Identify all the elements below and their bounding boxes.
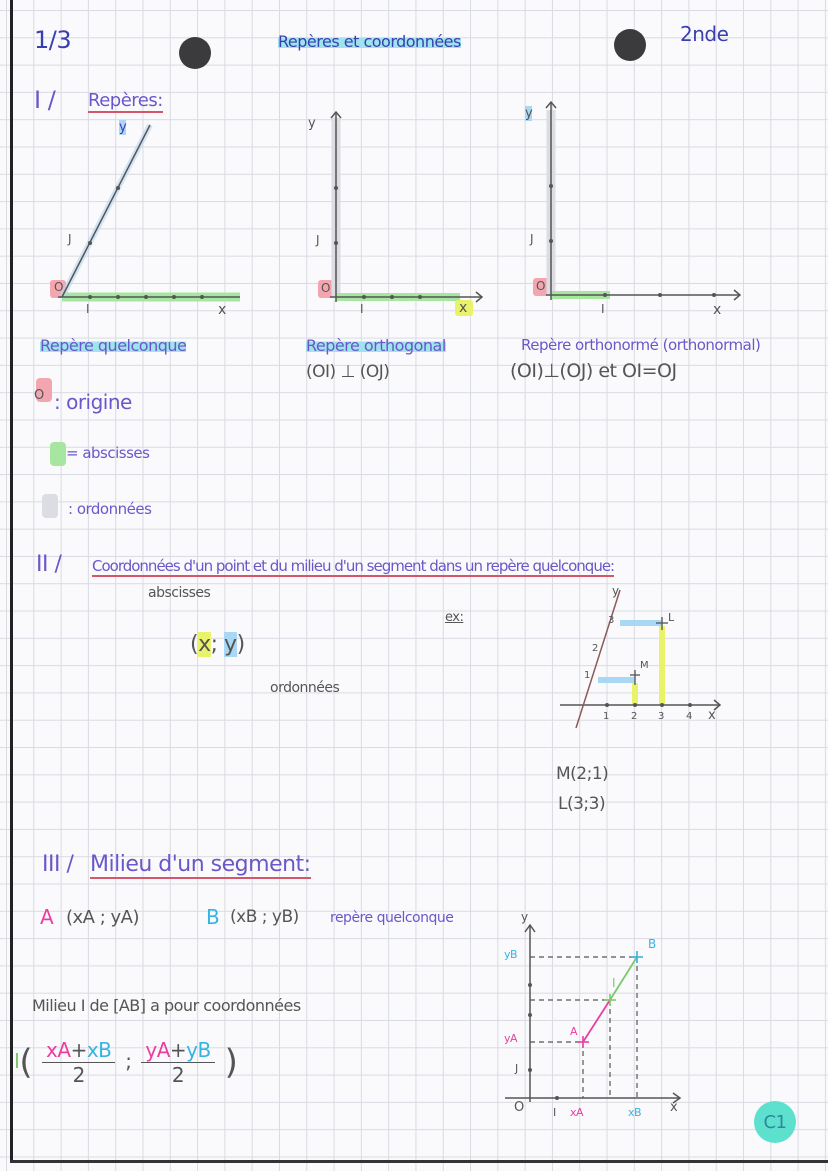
orthogonal-condition: (OI) ⊥ (OJ) xyxy=(306,362,390,382)
y-fraction xyxy=(141,1038,214,1087)
abscisses-swatch xyxy=(50,442,66,466)
section1-number: I / xyxy=(34,86,56,114)
yb: yB xyxy=(186,1038,211,1062)
chapter-badge-text: C1 xyxy=(763,1111,787,1133)
d1-origin-label: O xyxy=(54,280,63,294)
m-j-label: J xyxy=(515,1062,518,1075)
diagram-repere-orthogonal xyxy=(318,112,482,316)
point-b: B xyxy=(206,905,220,929)
xb: xB xyxy=(86,1038,112,1062)
m-xb: xB xyxy=(628,1106,642,1119)
d1-x-label: x xyxy=(218,302,226,318)
m-origin: O xyxy=(514,1100,524,1115)
point-m-label: M xyxy=(640,660,649,671)
m-y-label: y xyxy=(521,910,528,924)
ex-y-tick-1: 1 xyxy=(584,670,590,681)
origin-swatch-text: O xyxy=(34,388,44,403)
page-number: 1/3 xyxy=(34,26,72,54)
m-point-b: B xyxy=(648,937,656,951)
d2-y-label: y xyxy=(308,116,316,131)
formula-sep: ; xyxy=(125,1049,132,1073)
d2-origin-label: O xyxy=(321,281,330,295)
d3-x-label: x xyxy=(713,302,721,318)
plus: + xyxy=(169,1038,187,1062)
d1-i-label: I xyxy=(86,302,90,316)
milieu-text: Milieu I de [AB] a pour coordonnées xyxy=(32,996,301,1015)
close-paren: ) xyxy=(236,632,245,657)
section3-heading: Milieu d'un segment: xyxy=(90,852,311,877)
section1-heading: Repères: xyxy=(88,90,163,111)
point-b-coords: (xB ; yB) xyxy=(230,907,299,927)
repere-quelconque-note: repère quelconque xyxy=(330,910,454,926)
d2-x-label: x xyxy=(459,300,467,316)
midpoint-formula: I( $\frac{xA+xB}{2}$ ; $\frac{yA+yB}{2}$ ) xyxy=(14,1038,238,1087)
diagram-example xyxy=(560,590,720,728)
m-point-a: A xyxy=(570,1025,578,1038)
result-l: L(3;3) xyxy=(558,794,606,814)
orthonorme-condition: (OI)⊥(OJ) et OI=OJ xyxy=(510,360,677,382)
ex-y-tick-2: 2 xyxy=(592,643,598,654)
d2-i-label: I xyxy=(360,302,364,316)
ex-x-tick-1: 1 xyxy=(603,711,609,722)
m-x-label: x xyxy=(670,1100,678,1115)
plus: + xyxy=(70,1038,87,1062)
abscisses-note: abscisses xyxy=(148,585,211,601)
ordonnees-note: ordonnées xyxy=(270,680,340,696)
ex-y-label: y xyxy=(612,584,619,598)
ex-x-tick-2: 2 xyxy=(631,711,637,722)
ex-x-tick-4: 4 xyxy=(686,711,692,722)
ya: yA xyxy=(145,1038,170,1062)
separator: ; xyxy=(210,632,218,657)
point-l-label: L xyxy=(668,611,674,624)
section2-number: II / xyxy=(36,552,62,577)
m-ya: yA xyxy=(504,1032,518,1045)
m-yb: yB xyxy=(504,948,518,961)
d1-y-label: y xyxy=(119,120,127,135)
legend-ordonnees: : ordonnées xyxy=(68,500,152,518)
d3-j-label: J xyxy=(530,232,534,246)
x-fraction xyxy=(42,1038,115,1087)
formula-point-name: I xyxy=(14,1049,20,1073)
diagram-milieu xyxy=(505,925,680,1103)
repere-orthogonal-label: Repère orthogonal xyxy=(306,336,446,355)
m-xa: xA xyxy=(570,1106,584,1119)
ex-x-tick-3: 3 xyxy=(658,711,664,722)
ex-y-tick-3: 3 xyxy=(608,615,614,626)
section3-number: III / xyxy=(42,852,74,877)
point-a: A xyxy=(40,905,54,929)
ordonnees-swatch xyxy=(42,494,58,518)
repere-quelconque-label xyxy=(40,336,186,355)
coordinate-pair xyxy=(190,632,245,657)
result-m: M(2;1) xyxy=(556,764,609,784)
x-coordinate: x xyxy=(198,632,211,657)
den-x: 2 xyxy=(72,1063,85,1087)
example-label: ex: xyxy=(445,610,464,625)
d2-j-label: J xyxy=(316,233,320,247)
legend-origine: : origine xyxy=(54,390,132,414)
legend-abscisses: = abscisses xyxy=(66,444,150,462)
class-level: 2nde xyxy=(680,22,729,46)
point-a-coords: (xA ; yA) xyxy=(66,907,139,928)
section2-heading: Coordonnées d'un point et du milieu d'un segment dans un repère quelconque: xyxy=(92,557,615,575)
repere-quelconque-text: Repère quelconque xyxy=(40,336,187,355)
d3-i-label: I xyxy=(601,302,605,316)
chapter-badge xyxy=(754,1101,796,1143)
diagram-repere-orthonorme xyxy=(533,102,740,300)
den-y: 2 xyxy=(171,1063,185,1087)
d3-y-label: y xyxy=(525,106,533,121)
repere-orthonorme-label: Repère orthonormé (orthonormal) xyxy=(521,336,761,354)
page-title: Repères et coordonnées xyxy=(278,32,461,51)
y-coordinate: y xyxy=(224,632,237,657)
ex-x-label: x xyxy=(708,708,716,723)
open-paren: ( xyxy=(190,632,199,657)
y-axis xyxy=(62,125,150,297)
m-point-i: I xyxy=(612,976,616,990)
d1-j-label: J xyxy=(68,232,72,246)
d3-origin-label: O xyxy=(536,279,545,293)
m-i-label: I xyxy=(553,1106,556,1119)
diagram-repere-quelconque xyxy=(50,125,240,299)
xa: xA xyxy=(46,1038,71,1062)
